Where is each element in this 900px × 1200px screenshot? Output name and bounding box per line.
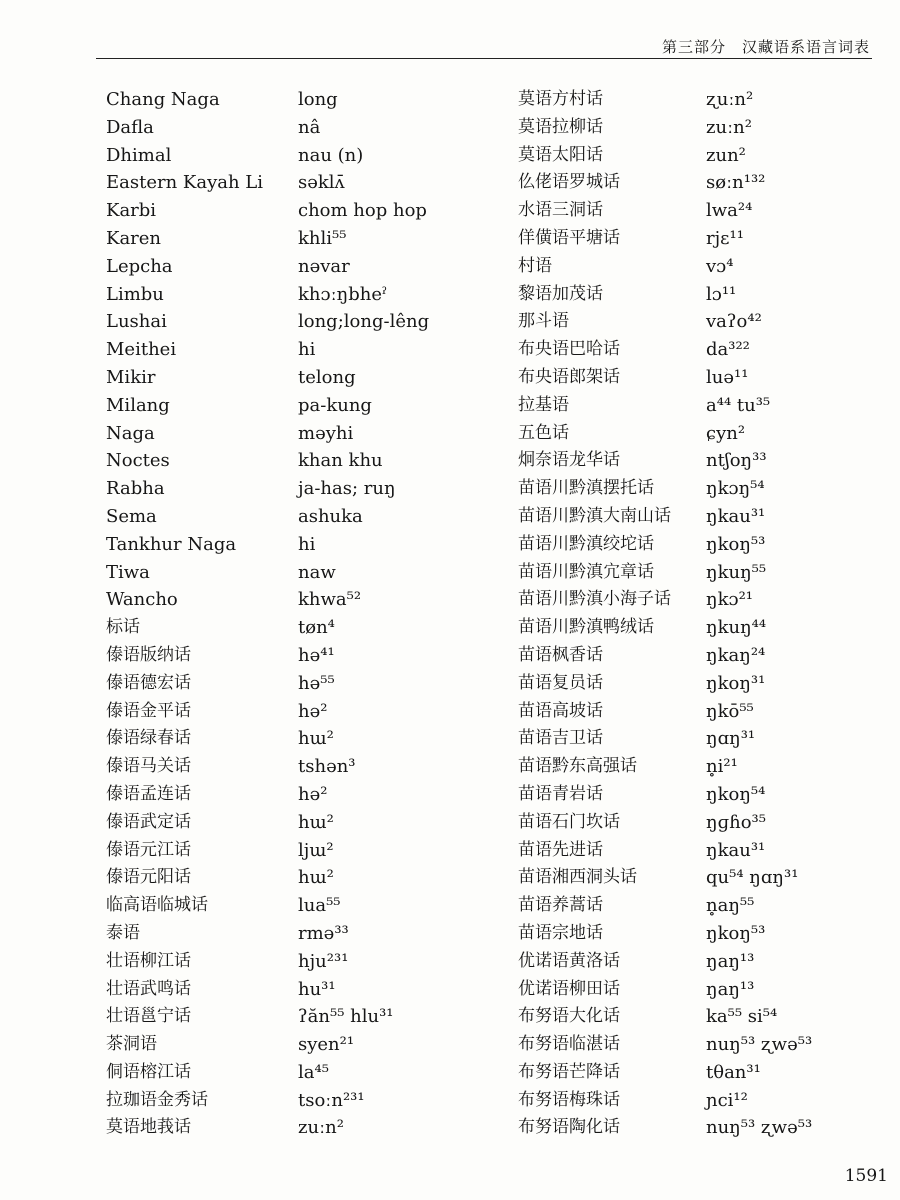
- word-form: søːn¹³²: [706, 172, 766, 194]
- language-name: 傣语金平话: [106, 700, 191, 721]
- word-entry: [518, 364, 878, 392]
- word-entry: [518, 336, 878, 364]
- word-entry: [518, 614, 878, 642]
- word-form: ŋkaŋ²⁴: [706, 644, 766, 666]
- word-form: qu⁵⁴ ŋɑŋ³¹: [706, 867, 799, 889]
- right-word-list: [518, 86, 878, 1142]
- word-entry: [106, 559, 506, 587]
- word-form: tθan³¹: [706, 1061, 761, 1083]
- word-entry: [518, 725, 878, 753]
- word-form: khan khu: [298, 450, 383, 472]
- word-entry: [518, 586, 878, 614]
- language-name: Mikir: [106, 366, 156, 388]
- language-name: 仫佬语罗城话: [518, 172, 620, 193]
- language-name: Limbu: [106, 283, 164, 305]
- word-entry: [106, 614, 506, 642]
- word-form: luə¹¹: [706, 366, 749, 388]
- word-form: khwa⁵²: [298, 589, 362, 611]
- language-name: 苗语川黔滇大南山话: [518, 505, 671, 526]
- language-name: 壮语柳江话: [106, 950, 191, 971]
- word-form: long: [298, 89, 338, 110]
- word-entry: [106, 169, 506, 197]
- word-form: tshən³: [298, 756, 356, 778]
- language-name: 莫语拉柳话: [518, 116, 603, 137]
- language-name: 标话: [106, 617, 140, 638]
- word-form: da³²²: [706, 339, 750, 361]
- word-entry: [106, 670, 506, 698]
- word-form: nau (n): [298, 144, 364, 166]
- word-entry: [518, 447, 878, 475]
- word-form: nâ: [298, 116, 321, 138]
- word-entry: [106, 781, 506, 809]
- word-entry: [518, 392, 878, 420]
- language-name: 苗语高坡话: [518, 700, 603, 721]
- word-form: ŋkoŋ³¹: [706, 672, 766, 694]
- language-name: 布努语梅珠话: [518, 1089, 620, 1110]
- word-entry: [518, 1114, 878, 1142]
- word-form: hi: [298, 339, 316, 361]
- word-form: n̥i²¹: [706, 756, 738, 778]
- word-form: ŋkuŋ⁵⁵: [706, 561, 767, 583]
- word-entry: [106, 142, 506, 170]
- word-form: hɯ²: [298, 867, 334, 889]
- word-entry: [106, 920, 506, 948]
- word-entry: [518, 169, 878, 197]
- word-form: lɔ¹¹: [706, 283, 737, 305]
- left-word-list: [106, 86, 506, 1142]
- language-name: 黎语加茂话: [518, 283, 603, 304]
- language-name: 炯奈语龙华话: [518, 450, 620, 471]
- word-form: long;long-lêng: [298, 311, 430, 333]
- word-entry: [518, 253, 878, 281]
- word-form: rjɛ¹¹: [706, 227, 744, 249]
- word-form: ka⁵⁵ si⁵⁴: [706, 1006, 778, 1028]
- language-name: 苗语先进话: [518, 839, 603, 860]
- word-form: zuːn²: [298, 1117, 344, 1139]
- language-name: 莫语地莪话: [106, 1117, 191, 1138]
- word-form: n̥aŋ⁵⁵: [706, 895, 755, 917]
- language-name: 莫语方村话: [518, 89, 603, 109]
- language-name: 佯僙语平塘话: [518, 227, 620, 248]
- language-name: Naga: [106, 422, 155, 444]
- word-form: khɔːŋbheˀ: [298, 283, 388, 305]
- language-name: 傣语武定话: [106, 811, 191, 832]
- word-entry: [518, 225, 878, 253]
- language-name: 茶洞语: [106, 1034, 157, 1055]
- word-form: ŋkau³¹: [706, 839, 766, 861]
- word-entry: [518, 920, 878, 948]
- word-entry: [518, 698, 878, 726]
- word-form: hɯ²: [298, 728, 334, 750]
- language-name: 拉珈语金秀话: [106, 1089, 208, 1110]
- word-entry: [106, 892, 506, 920]
- language-name: 五色话: [518, 422, 569, 443]
- word-form: səklʌ̄: [298, 172, 345, 194]
- word-entry: [518, 809, 878, 837]
- language-name: 拉基语: [518, 394, 569, 415]
- language-name: Dhimal: [106, 144, 172, 166]
- word-entry: [106, 1114, 506, 1142]
- word-form: ʐuːn²: [706, 89, 754, 110]
- language-name: 布努语临湛话: [518, 1034, 620, 1055]
- word-form: hi: [298, 533, 316, 555]
- word-form: a⁴⁴ tu³⁵: [706, 394, 771, 416]
- language-name: Tiwa: [106, 561, 150, 583]
- word-entry: [106, 86, 506, 114]
- word-entry: [518, 642, 878, 670]
- word-entry: [106, 197, 506, 225]
- word-form: ŋkɔŋ⁵⁴: [706, 478, 765, 500]
- word-entry: [518, 197, 878, 225]
- language-name: 侗语榕江话: [106, 1061, 191, 1082]
- word-form: nuŋ⁵³ ʐwə⁵³: [706, 1117, 813, 1139]
- word-entry: [518, 753, 878, 781]
- language-name: 村语: [518, 255, 552, 276]
- word-entry: [106, 864, 506, 892]
- running-header: [96, 30, 872, 59]
- word-entry: [106, 531, 506, 559]
- language-name: 优诺语黄洛话: [518, 950, 620, 971]
- word-entry: [106, 976, 506, 1004]
- word-entry: [106, 308, 506, 336]
- word-form: chom hop hop: [298, 200, 427, 222]
- word-entry: [518, 670, 878, 698]
- word-entry: [106, 809, 506, 837]
- word-entry: [106, 447, 506, 475]
- language-name: Milang: [106, 394, 170, 416]
- word-form: ŋaŋ¹³: [706, 950, 755, 972]
- language-name: 苗语复员话: [518, 672, 603, 693]
- word-form: telong: [298, 366, 356, 388]
- language-name: Karbi: [106, 200, 157, 222]
- word-entry: [518, 892, 878, 920]
- word-entry: [106, 253, 506, 281]
- word-form: zun²: [706, 144, 746, 166]
- language-name: Dafla: [106, 116, 154, 138]
- word-entry: [106, 114, 506, 142]
- language-name: 苗语川黔滇宂章话: [518, 561, 654, 582]
- language-name: 傣语德宏话: [106, 672, 191, 693]
- language-name: Tankhur Naga: [106, 533, 237, 555]
- word-form: ŋkoŋ⁵⁴: [706, 783, 766, 805]
- word-form: lua⁵⁵: [298, 895, 341, 917]
- language-name: 布央语郎架话: [518, 366, 620, 387]
- language-name: 傣语孟连话: [106, 783, 191, 804]
- language-name: Wancho: [106, 589, 178, 611]
- word-entry: [518, 1059, 878, 1087]
- language-name: 布努语大化话: [518, 1006, 620, 1027]
- language-name: Karen: [106, 227, 162, 249]
- language-name: Lushai: [106, 311, 167, 333]
- language-name: 傣语元阳话: [106, 867, 191, 888]
- word-entry: [518, 837, 878, 865]
- language-name: Chang Naga: [106, 89, 220, 110]
- word-entry: [518, 281, 878, 309]
- word-form: ɕyn²: [706, 422, 746, 444]
- word-form: khli⁵⁵: [298, 227, 347, 249]
- word-form: nuŋ⁵³ ʐwə⁵³: [706, 1034, 813, 1056]
- language-name: Noctes: [106, 450, 170, 472]
- language-name: 苗语川黔滇鸭绒话: [518, 617, 654, 638]
- word-entry: [518, 308, 878, 336]
- language-name: 泰语: [106, 922, 140, 943]
- word-entry: [106, 281, 506, 309]
- word-form: rmə³³: [298, 922, 349, 944]
- word-form: hju²³¹: [298, 950, 349, 972]
- word-form: la⁴⁵: [298, 1061, 329, 1083]
- word-entry: [106, 1059, 506, 1087]
- word-entry: [518, 976, 878, 1004]
- language-name: 水语三洞话: [518, 200, 603, 221]
- word-form: ʔăn⁵⁵ hlu³¹: [298, 1006, 394, 1028]
- word-entry: [518, 503, 878, 531]
- language-name: 壮语邕宁话: [106, 1006, 191, 1027]
- word-entry: [106, 948, 506, 976]
- word-form: ŋkɔ²¹: [706, 589, 754, 611]
- word-entry: [518, 864, 878, 892]
- word-entry: [106, 503, 506, 531]
- word-entry: [518, 114, 878, 142]
- word-entry: [518, 559, 878, 587]
- word-entry: [106, 364, 506, 392]
- language-name: 苗语养蒿话: [518, 895, 603, 916]
- word-entry: [106, 420, 506, 448]
- word-entry: [518, 531, 878, 559]
- language-name: 傣语绿春话: [106, 728, 191, 749]
- word-entry: [106, 336, 506, 364]
- word-form: ɲci¹²: [706, 1089, 748, 1111]
- language-name: 苗语宗地话: [518, 922, 603, 943]
- word-form: lwa²⁴: [706, 200, 753, 222]
- language-name: 苗语黔东高强话: [518, 756, 637, 777]
- word-form: ŋkoŋ⁵³: [706, 922, 766, 944]
- language-name: 那斗语: [518, 311, 569, 332]
- word-entry: [518, 420, 878, 448]
- language-name: 苗语川黔滇小海子话: [518, 589, 671, 610]
- word-entry: [518, 781, 878, 809]
- word-form: ja-has; ruŋ: [298, 478, 396, 500]
- language-name: Meithei: [106, 339, 177, 361]
- language-name: 布央语巴哈话: [518, 339, 620, 360]
- word-entry: [106, 1031, 506, 1059]
- word-form: tøn⁴: [298, 617, 335, 639]
- word-entry: [106, 475, 506, 503]
- word-form: pa-kung: [298, 394, 372, 416]
- word-form: ŋaŋ¹³: [706, 978, 755, 1000]
- language-name: 布努语芒降话: [518, 1061, 620, 1082]
- word-entry: [106, 225, 506, 253]
- word-form: hə²: [298, 700, 328, 722]
- word-form: ŋkō⁵⁵: [706, 700, 754, 722]
- header-title: 第三部分 汉藏语系语言词表: [661, 38, 870, 56]
- word-entry: [106, 698, 506, 726]
- word-entry: [518, 142, 878, 170]
- word-form: ŋkuŋ⁴⁴: [706, 617, 767, 639]
- language-name: 苗语川黔滇绞坨话: [518, 533, 654, 554]
- word-form: hu³¹: [298, 978, 336, 1000]
- language-name: 傣语元江话: [106, 839, 191, 860]
- word-entry: [106, 753, 506, 781]
- language-name: 苗语湘西洞头话: [518, 867, 637, 888]
- language-name: 莫语太阳话: [518, 144, 603, 165]
- language-name: 傣语马关话: [106, 756, 191, 777]
- word-form: ashuka: [298, 505, 363, 527]
- language-name: Eastern Kayah Li: [106, 172, 264, 194]
- word-form: tsoːn²³¹: [298, 1089, 365, 1111]
- language-name: 壮语武鸣话: [106, 978, 191, 999]
- language-name: 临高语临城话: [106, 895, 208, 916]
- word-entry: [106, 725, 506, 753]
- word-form: hɯ²: [298, 811, 334, 833]
- word-entry: [518, 1031, 878, 1059]
- word-form: vɔ⁴: [706, 255, 734, 277]
- language-name: 傣语版纳话: [106, 644, 191, 665]
- language-name: 苗语石门坎话: [518, 811, 620, 832]
- word-form: ljɯ²: [298, 839, 334, 861]
- word-form: syen²¹: [298, 1034, 355, 1056]
- word-form: ntʃoŋ³³: [706, 450, 767, 472]
- word-form: ŋɡɦo³⁵: [706, 811, 766, 833]
- word-form: hə²: [298, 783, 328, 805]
- word-form: nəvar: [298, 255, 350, 277]
- word-entry: [106, 586, 506, 614]
- word-form: zuːn²: [706, 116, 752, 138]
- word-entry: [106, 1003, 506, 1031]
- word-entry: [518, 86, 878, 114]
- language-name: 苗语川黔滇摆托话: [518, 478, 654, 499]
- language-name: 苗语青岩话: [518, 783, 603, 804]
- language-name: Sema: [106, 505, 157, 527]
- language-name: 苗语吉卫话: [518, 728, 603, 749]
- word-form: hə⁵⁵: [298, 672, 335, 694]
- language-name: 苗语枫香话: [518, 644, 603, 665]
- page-number: 1591: [844, 1166, 888, 1186]
- word-entry: [106, 392, 506, 420]
- word-form: ŋkau³¹: [706, 505, 766, 527]
- word-entry: [518, 1003, 878, 1031]
- word-form: naw: [298, 561, 336, 583]
- language-name: Rabha: [106, 478, 165, 500]
- word-form: hə⁴¹: [298, 644, 335, 666]
- word-entry: [518, 1087, 878, 1115]
- word-entry: [106, 642, 506, 670]
- word-form: vaʔo⁴²: [706, 311, 762, 333]
- language-name: 布努语陶化话: [518, 1117, 620, 1138]
- word-entry: [106, 837, 506, 865]
- word-form: ŋkoŋ⁵³: [706, 533, 766, 555]
- word-form: ŋɑŋ³¹: [706, 728, 756, 750]
- word-form: məyhi: [298, 422, 354, 444]
- word-entry: [106, 1087, 506, 1115]
- language-name: 优诺语柳田话: [518, 978, 620, 999]
- language-name: Lepcha: [106, 255, 173, 277]
- word-entry: [518, 948, 878, 976]
- word-entry: [518, 475, 878, 503]
